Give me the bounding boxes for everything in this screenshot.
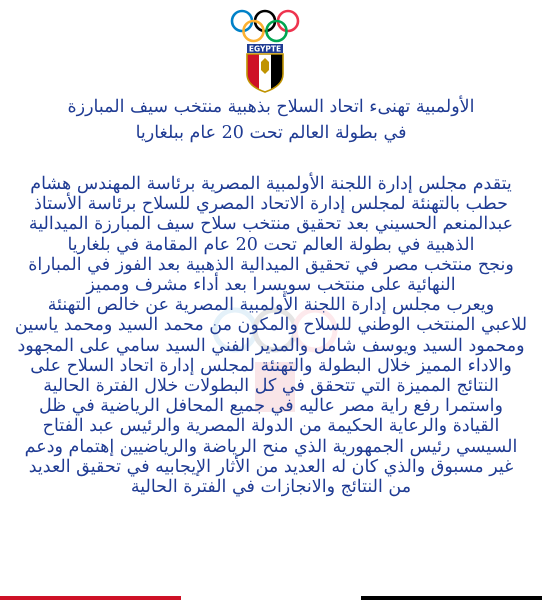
footer-flag-bar xyxy=(0,596,542,600)
body-line: ونجح منتخب مصر في تحقيق الميدالية الذهبية بعد الفوز في المباراة xyxy=(28,254,514,275)
body-line: للاعبي المنتخب الوطني للسلاح والمكون من محمد السيد ومحمد ياسين xyxy=(14,315,528,336)
flag-stripe-red xyxy=(0,596,181,600)
article-body xyxy=(14,174,528,497)
body-line: الذهبية في بطولة العالم تحت 20 عام المقامة في بلغاريا xyxy=(67,234,475,255)
body-line: يتقدم مجلس إدارة اللجنة الأولمبية المصرية برئاسة المهندس هشام xyxy=(30,174,512,194)
body-line: غير مسبوق والذي كان له العديد من الأثار الإيجابيه في تحقيق العديد xyxy=(28,456,514,477)
body-line: النتائج المميزة التي تتحقق في كل البطولات خلال الفترة الحالية xyxy=(43,376,499,397)
body-line: واستمرا رفع راية مصر عاليه في جميع المحافل الرياضية في ظل xyxy=(39,396,503,417)
body-line: القيادة والرعاية الحكيمة من الدولة المصرية والرئيس عبد الفتاح xyxy=(42,416,500,437)
title-line: في بطولة العالم تحت 20 عام ببلغاريا xyxy=(135,123,407,143)
egypt-olympic-committee-emblem-icon xyxy=(226,8,318,94)
flag-stripe-white xyxy=(181,596,362,600)
title-line: الأولمبية تهنىء اتحاد السلاح بذهبية منتخب سيف المبارزة xyxy=(67,97,475,117)
body-line: السيسي رئيس الجمهورية الذي منح الرياضة والرياضيين إهتمام ودعم xyxy=(24,436,518,457)
logo-text: EGYPTE xyxy=(248,44,282,54)
body-line: والاداء المميز خلال البطولة والتهنئة لمجلس إدارة اتحاد السلاح على xyxy=(30,355,512,376)
body-line: حطب بالتهنئة لمجلس إدارة الاتحاد المصري للسلاح برئاسة الأستاذ xyxy=(34,194,508,215)
flag-stripe-black xyxy=(361,596,542,600)
olympic-committee-logo xyxy=(226,8,318,94)
article-title xyxy=(20,94,522,146)
body-line: النهائية على منتخب سويسرا بعد أداء مشرف ومميز xyxy=(86,275,456,296)
body-line: من النتائج والانجازات في الفترة الحالية xyxy=(130,477,412,498)
body-line: عبدالمنعم الحسيني بعد تحقيق منتخب سلاح سيف المبارزة الميدالية xyxy=(28,214,514,235)
body-line: ويعرب مجلس إدارة اللجنة الأولمبية المصرية عن خالص التهنئة xyxy=(47,295,495,316)
body-line: ومحمود السيد ويوسف شامل والمدير الفني السيد سامي على المجهود xyxy=(17,335,525,356)
